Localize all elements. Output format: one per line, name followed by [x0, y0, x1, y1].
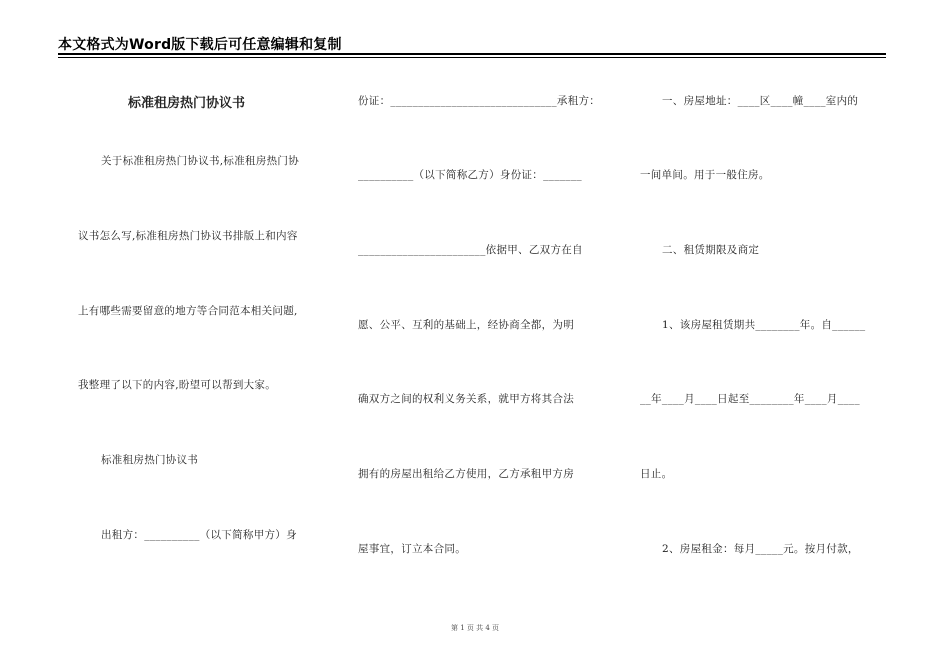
col2-line: 愿、公平、互利的基础上，经协商全都，为明	[358, 319, 574, 331]
col2-line: _______________________依据甲、乙双方在自	[358, 244, 583, 256]
header-rule-thick	[58, 53, 886, 55]
col2-line: 屋事宜，订立本合同。	[358, 543, 466, 555]
col3-line: 一、房屋地址：____区____幢____室内的	[662, 95, 859, 107]
col2-line: 确双方之间的权利义务关系，就甲方将其合法	[358, 393, 574, 405]
header-rule-thin	[58, 57, 886, 58]
col1-line: 我整理了以下的内容,盼望可以帮到大家。	[78, 379, 277, 391]
col2-line: 份证：______________________________承租方：	[358, 95, 601, 107]
col3-line: 1、该房屋租赁期共________年。自______	[662, 319, 866, 331]
col3-line: 日止。	[640, 468, 673, 480]
col1-line: 上有哪些需要留意的地方等合同范本相关问题,	[78, 305, 298, 317]
col2-line: 拥有的房屋出租给乙方使用，乙方承租甲方房	[358, 468, 574, 480]
col1-line: 关于标准租房热门协议书,标准租房热门协	[101, 155, 300, 167]
col1-line: 出租方：__________（以下简称甲方）身	[101, 529, 297, 541]
page-header: 本文格式为Word版下载后可任意编辑和复制	[58, 37, 342, 53]
col2-line: __________（以下简称乙方）身份证：_______	[358, 169, 582, 181]
col3-line: 一间单间。用于一般住房。	[640, 169, 770, 181]
col1-line: 标准租房热门协议书	[101, 454, 199, 466]
page-footer: 第 1 页 共 4 页	[450, 624, 500, 632]
document-title: 标准租房热门协议书	[128, 96, 246, 111]
col1-line: 议书怎么写,标准租房热门协议书排版上和内容	[78, 230, 298, 242]
col3-line: 2、房屋租金：每月_____元。按月付款，	[662, 543, 859, 555]
col3-line: __年____月____日起至________年____月____	[640, 393, 860, 405]
col3-line: 二、租赁期限及商定	[662, 244, 760, 256]
